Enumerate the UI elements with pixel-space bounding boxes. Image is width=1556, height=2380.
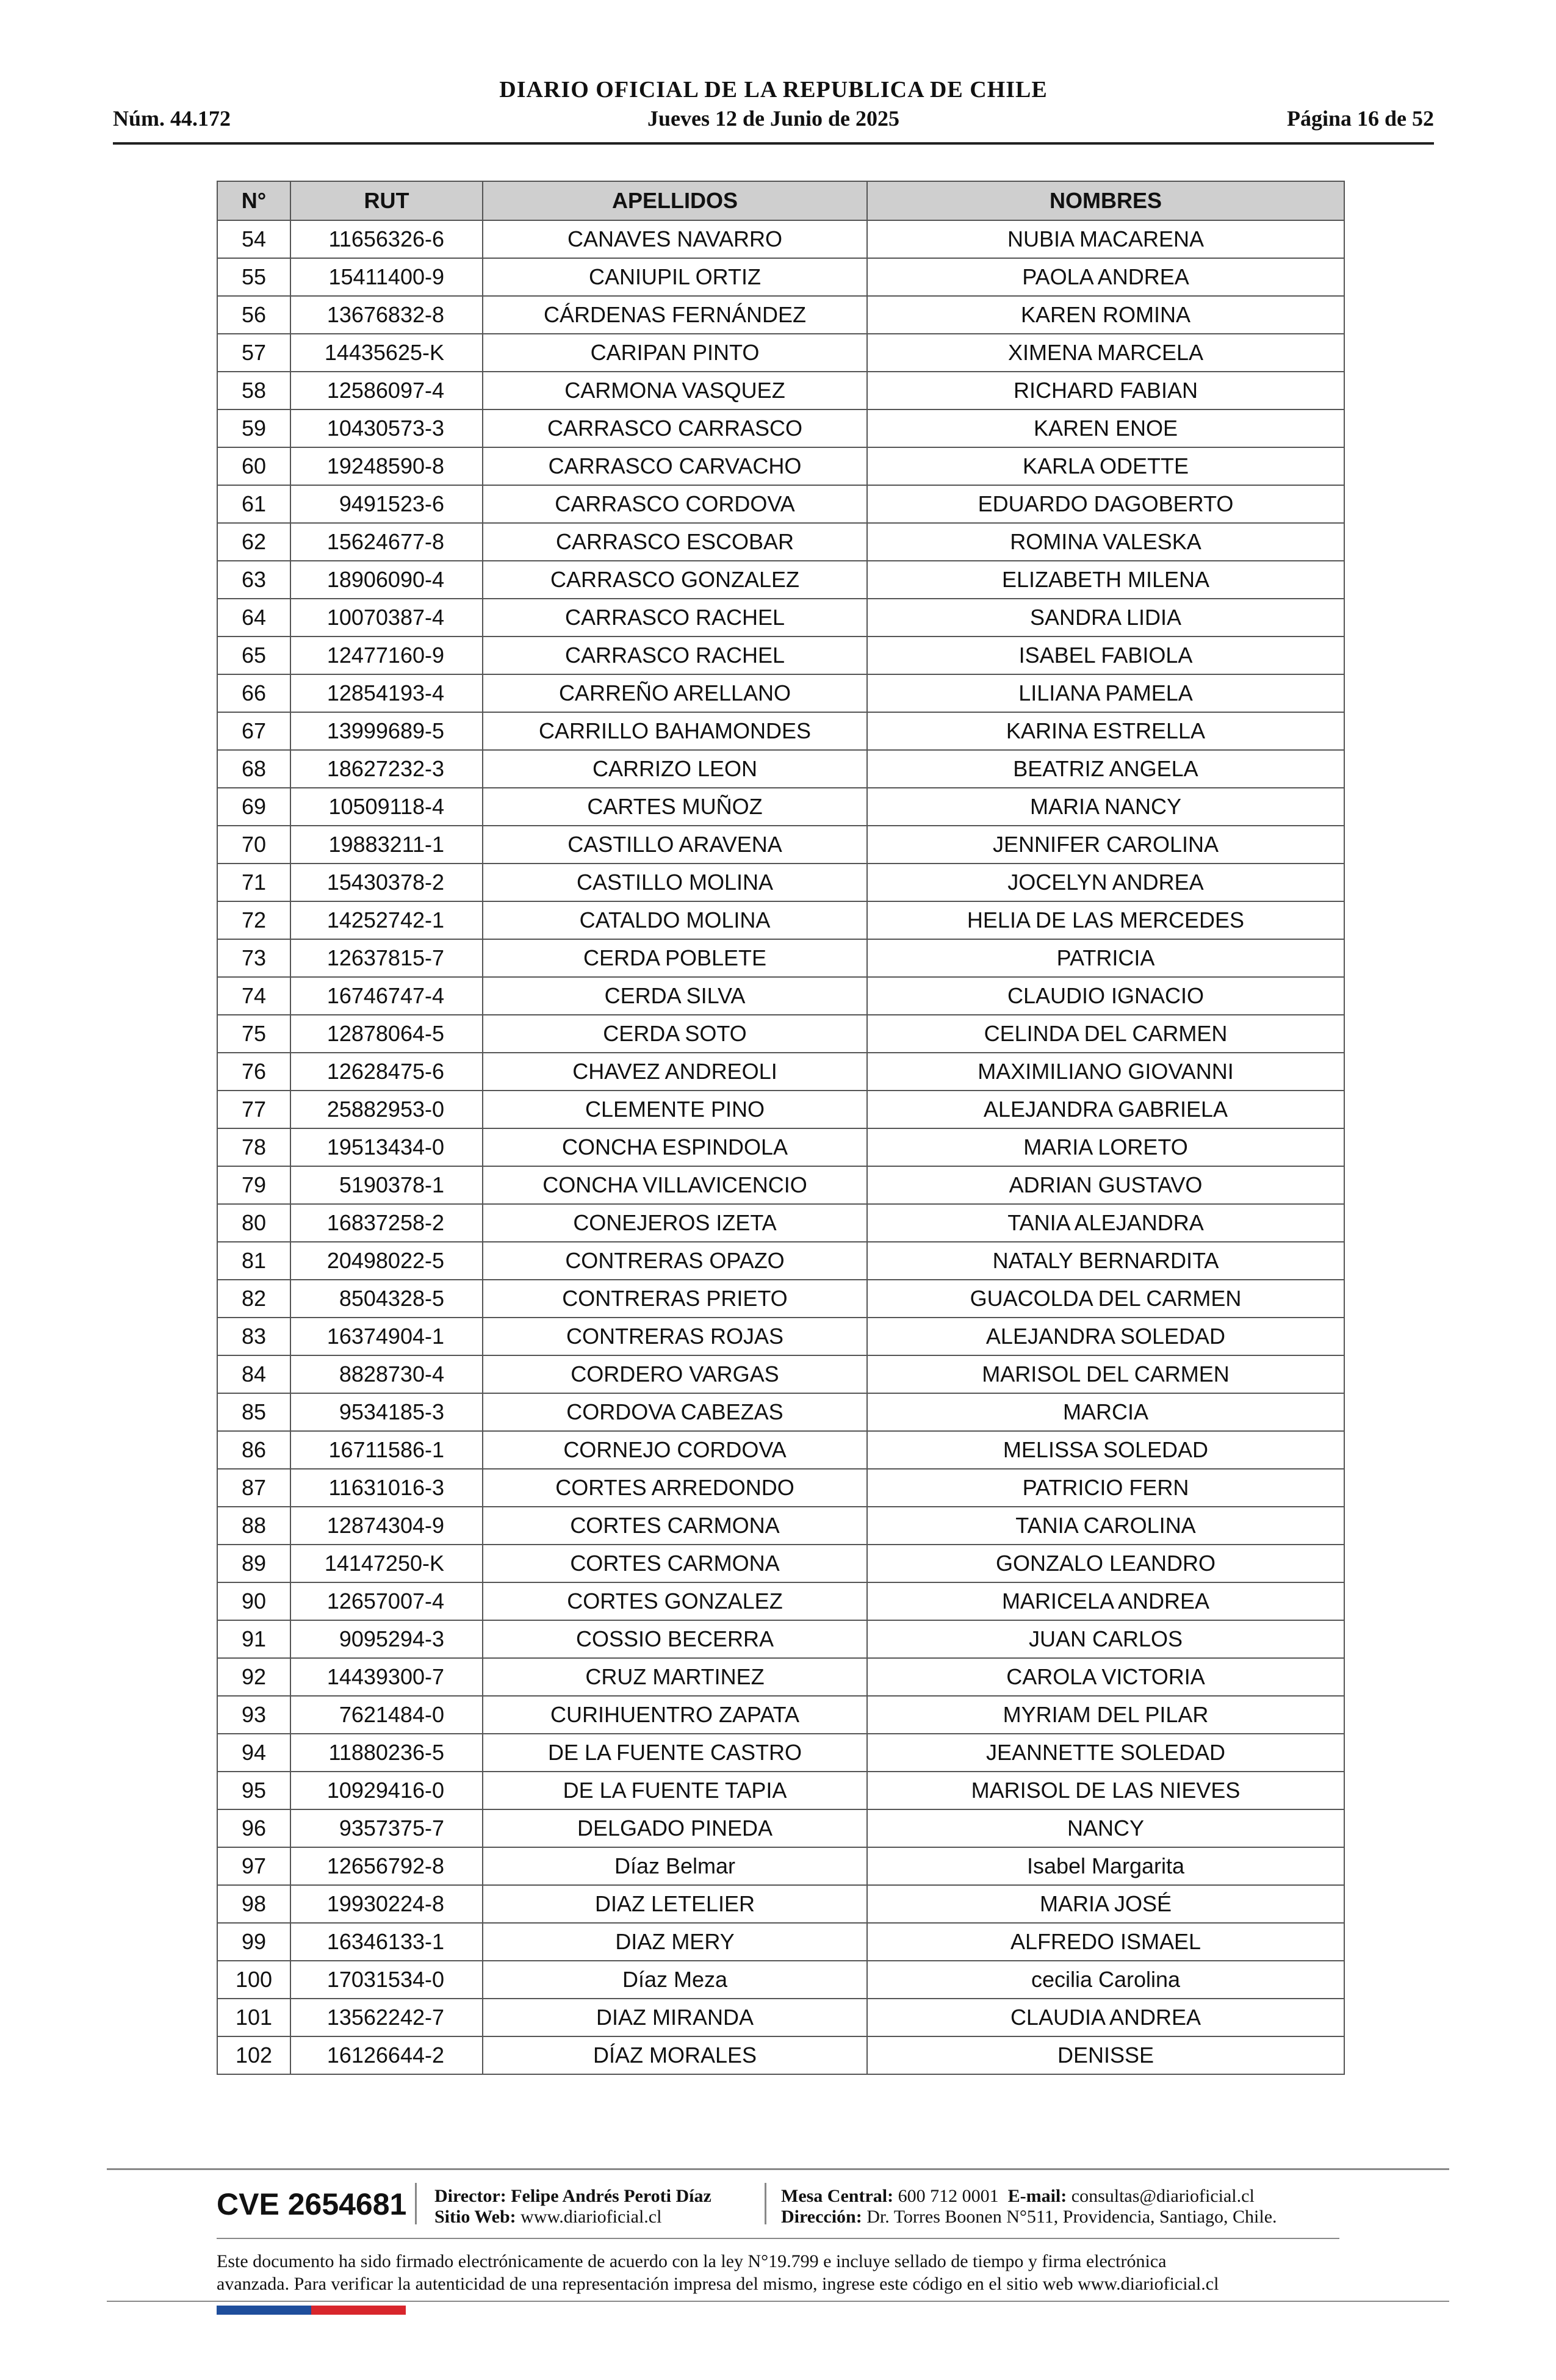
row-number: 66 [217, 674, 290, 712]
table-row [217, 1053, 1344, 1091]
table-row [217, 1961, 1344, 1999]
row-apellidos: CERDA SOTO [483, 1015, 867, 1053]
row-nombres: MARISOL DEL CARMEN [867, 1355, 1344, 1393]
row-nombres: LILIANA PAMELA [867, 674, 1344, 712]
row-number: 78 [217, 1128, 290, 1166]
row-nombres: ALFREDO ISMAEL [867, 1923, 1344, 1961]
row-rut: 17031534-0 [290, 1961, 483, 1999]
table-row [217, 939, 1344, 977]
row-number: 76 [217, 1053, 290, 1091]
row-number: 71 [217, 864, 290, 901]
row-rut: 9095294-3 [290, 1620, 483, 1658]
row-nombres: ELIZABETH MILENA [867, 561, 1344, 599]
table-body [217, 220, 1344, 2074]
row-number: 81 [217, 1242, 290, 1280]
row-rut: 12628475-6 [290, 1053, 483, 1091]
row-number: 65 [217, 636, 290, 674]
row-nombres: KAREN ENOE [867, 409, 1344, 447]
row-apellidos: CHAVEZ ANDREOLI [483, 1053, 867, 1091]
row-nombres: DENISSE [867, 2036, 1344, 2074]
row-nombres: MYRIAM DEL PILAR [867, 1696, 1344, 1734]
row-rut: 14252742-1 [290, 901, 483, 939]
row-apellidos: CARMONA VASQUEZ [483, 372, 867, 409]
director-label: Director: [434, 2186, 506, 2206]
row-nombres: GONZALO LEANDRO [867, 1545, 1344, 1582]
row-apellidos: CARRASCO GONZALEZ [483, 561, 867, 599]
row-nombres: MARISOL DE LAS NIEVES [867, 1772, 1344, 1809]
row-rut: 8828730-4 [290, 1355, 483, 1393]
row-nombres: JUAN CARLOS [867, 1620, 1344, 1658]
legal-line-2: avanzada. Para verificar la autenticidad de una representación impresa del mismo, ingrese este código en el sitio web www.diarioficial.cl [217, 2274, 1219, 2294]
row-apellidos: CONTRERAS OPAZO [483, 1242, 867, 1280]
row-number: 74 [217, 977, 290, 1015]
row-nombres: CELINDA DEL CARMEN [867, 1015, 1344, 1053]
row-rut: 9491523-6 [290, 485, 483, 523]
email-label: E-mail: [1007, 2186, 1067, 2206]
row-apellidos: CONEJEROS IZETA [483, 1204, 867, 1242]
row-rut: 12477160-9 [290, 636, 483, 674]
row-nombres: JEANNETTE SOLEDAD [867, 1734, 1344, 1772]
row-nombres: CLAUDIA ANDREA [867, 1999, 1344, 2036]
table-row [217, 296, 1344, 334]
row-nombres: MARIA JOSÉ [867, 1885, 1344, 1923]
row-number: 83 [217, 1318, 290, 1355]
row-rut: 19883211-1 [290, 826, 483, 864]
legal-line-1: Este documento ha sido firmado electrónicamente de acuerdo con la ley N°19.799 e incluye sellado de tiempo y firma electrónica [217, 2251, 1167, 2271]
row-rut: 16711586-1 [290, 1431, 483, 1469]
row-nombres: KARLA ODETTE [867, 447, 1344, 485]
row-number: 63 [217, 561, 290, 599]
row-number: 88 [217, 1507, 290, 1545]
row-apellidos: DÍAZ MORALES [483, 2036, 867, 2074]
row-nombres: JENNIFER CAROLINA [867, 826, 1344, 864]
row-apellidos: CORTES CARMONA [483, 1507, 867, 1545]
page-header [113, 76, 1434, 145]
row-apellidos: CARRASCO CARRASCO [483, 409, 867, 447]
row-number: 77 [217, 1091, 290, 1128]
row-apellidos: CERDA SILVA [483, 977, 867, 1015]
table-row [217, 1809, 1344, 1847]
table-row [217, 1318, 1344, 1355]
flag-red-bar [311, 2306, 406, 2315]
row-rut: 12656792-8 [290, 1847, 483, 1885]
row-rut: 10509118-4 [290, 788, 483, 826]
row-rut: 16126644-2 [290, 2036, 483, 2074]
row-nombres: TANIA CAROLINA [867, 1507, 1344, 1545]
issue-date: Jueves 12 de Junio de 2025 [647, 106, 900, 131]
row-nombres: PATRICIO FERN [867, 1469, 1344, 1507]
table-row [217, 372, 1344, 409]
row-number: 59 [217, 409, 290, 447]
row-number: 68 [217, 750, 290, 788]
web-link[interactable]: www.diarioficial.cl [520, 2207, 662, 2227]
newspaper-title: DIARIO OFICIAL DE LA REPUBLICA DE CHILE [499, 77, 1048, 103]
web-label: Sitio Web: [434, 2207, 516, 2227]
row-apellidos: CARIPAN PINTO [483, 334, 867, 372]
row-apellidos: CARRASCO RACHEL [483, 636, 867, 674]
table-row [217, 1999, 1344, 2036]
row-rut: 14147250-K [290, 1545, 483, 1582]
cve-code: CVE 2654681 [217, 2187, 407, 2221]
column-header-nombres: NOMBRES [867, 181, 1344, 220]
row-number: 86 [217, 1431, 290, 1469]
row-apellidos: Díaz Meza [483, 1961, 867, 1999]
legal-notice [217, 2250, 1352, 2295]
row-number: 56 [217, 296, 290, 334]
row-apellidos: CANAVES NAVARRO [483, 220, 867, 258]
table-row [217, 1620, 1344, 1658]
row-number: 61 [217, 485, 290, 523]
row-rut: 16346133-1 [290, 1923, 483, 1961]
row-rut: 11631016-3 [290, 1469, 483, 1507]
row-nombres: MAXIMILIANO GIOVANNI [867, 1053, 1344, 1091]
row-nombres: ALEJANDRA SOLEDAD [867, 1318, 1344, 1355]
row-number: 73 [217, 939, 290, 977]
footer-divider-bottom [107, 2301, 1449, 2302]
row-number: 67 [217, 712, 290, 750]
row-number: 70 [217, 826, 290, 864]
row-rut: 15430378-2 [290, 864, 483, 901]
footer-separator [765, 2183, 766, 2224]
table-row [217, 826, 1344, 864]
column-header-rut: RUT [290, 181, 483, 220]
table-row [217, 1545, 1344, 1582]
row-number: 82 [217, 1280, 290, 1318]
row-apellidos: CARRASCO CARVACHO [483, 447, 867, 485]
row-number: 79 [217, 1166, 290, 1204]
row-nombres: BEATRIZ ANGELA [867, 750, 1344, 788]
page-indicator: Página 16 de 52 [1286, 106, 1434, 131]
table-row [217, 1091, 1344, 1128]
email-link[interactable]: consultas@diarioficial.cl [1071, 2186, 1255, 2206]
row-number: 101 [217, 1999, 290, 2036]
footer-divider-top [107, 2168, 1449, 2170]
row-apellidos: CANIUPIL ORTIZ [483, 258, 867, 296]
row-number: 99 [217, 1923, 290, 1961]
row-nombres: KAREN ROMINA [867, 296, 1344, 334]
row-number: 54 [217, 220, 290, 258]
table-row [217, 1128, 1344, 1166]
row-nombres: MARIA NANCY [867, 788, 1344, 826]
row-nombres: NATALY BERNARDITA [867, 1242, 1344, 1280]
row-rut: 12657007-4 [290, 1582, 483, 1620]
row-rut: 9534185-3 [290, 1393, 483, 1431]
row-nombres: GUACOLDA DEL CARMEN [867, 1280, 1344, 1318]
row-rut: 15624677-8 [290, 523, 483, 561]
row-nombres: PAOLA ANDREA [867, 258, 1344, 296]
row-number: 93 [217, 1696, 290, 1734]
row-rut: 19248590-8 [290, 447, 483, 485]
table-row [217, 1242, 1344, 1280]
row-rut: 19930224-8 [290, 1885, 483, 1923]
row-nombres: HELIA DE LAS MERCEDES [867, 901, 1344, 939]
row-number: 72 [217, 901, 290, 939]
row-rut: 13676832-8 [290, 296, 483, 334]
table-row [217, 788, 1344, 826]
row-number: 89 [217, 1545, 290, 1582]
row-number: 58 [217, 372, 290, 409]
table-row [217, 1469, 1344, 1507]
table-row [217, 1772, 1344, 1809]
address: Dr. Torres Boonen N°511, Providencia, Santiago, Chile. [866, 2207, 1277, 2227]
row-number: 96 [217, 1809, 290, 1847]
flag-blue-bar [217, 2306, 311, 2315]
row-nombres: ISABEL FABIOLA [867, 636, 1344, 674]
table-row [217, 864, 1344, 901]
row-rut: 16374904-1 [290, 1318, 483, 1355]
row-nombres: RICHARD FABIAN [867, 372, 1344, 409]
issue-number: Núm. 44.172 [113, 106, 231, 131]
row-nombres: NUBIA MACARENA [867, 220, 1344, 258]
table-row [217, 712, 1344, 750]
row-nombres: NANCY [867, 1809, 1344, 1847]
row-nombres: XIMENA MARCELA [867, 334, 1344, 372]
table-header-row [217, 181, 1344, 220]
row-nombres: MARCIA [867, 1393, 1344, 1431]
row-apellidos: CARRILLO BAHAMONDES [483, 712, 867, 750]
row-nombres: ALEJANDRA GABRIELA [867, 1091, 1344, 1128]
row-apellidos: CARRIZO LEON [483, 750, 867, 788]
table-row [217, 636, 1344, 674]
row-number: 87 [217, 1469, 290, 1507]
table-row [217, 1582, 1344, 1620]
row-apellidos: CARRASCO ESCOBAR [483, 523, 867, 561]
row-apellidos: CONTRERAS PRIETO [483, 1280, 867, 1318]
row-number: 84 [217, 1355, 290, 1393]
row-number: 95 [217, 1772, 290, 1809]
row-apellidos: CASTILLO MOLINA [483, 864, 867, 901]
table-row [217, 1355, 1344, 1393]
row-apellidos: CASTILLO ARAVENA [483, 826, 867, 864]
row-rut: 8504328-5 [290, 1280, 483, 1318]
row-nombres: ADRIAN GUSTAVO [867, 1166, 1344, 1204]
address-label: Dirección: [781, 2207, 862, 2227]
table-row [217, 485, 1344, 523]
row-apellidos: CORNEJO CORDOVA [483, 1431, 867, 1469]
table-row [217, 1847, 1344, 1885]
row-nombres: Isabel Margarita [867, 1847, 1344, 1885]
row-nombres: KARINA ESTRELLA [867, 712, 1344, 750]
row-rut: 18627232-3 [290, 750, 483, 788]
table-row [217, 1734, 1344, 1772]
row-apellidos: CONCHA ESPINDOLA [483, 1128, 867, 1166]
table-row [217, 1431, 1344, 1469]
row-rut: 20498022-5 [290, 1242, 483, 1280]
table-row [217, 1015, 1344, 1053]
mesa-label: Mesa Central: [781, 2186, 894, 2206]
row-apellidos: DELGADO PINEDA [483, 1809, 867, 1847]
table-row [217, 977, 1344, 1015]
row-number: 90 [217, 1582, 290, 1620]
names-table [217, 181, 1345, 2075]
row-rut: 9357375-7 [290, 1809, 483, 1847]
row-apellidos: CARRASCO CORDOVA [483, 485, 867, 523]
row-number: 85 [217, 1393, 290, 1431]
row-rut: 7621484-0 [290, 1696, 483, 1734]
row-number: 100 [217, 1961, 290, 1999]
row-number: 102 [217, 2036, 290, 2074]
row-number: 97 [217, 1847, 290, 1885]
row-number: 92 [217, 1658, 290, 1696]
table-row [217, 750, 1344, 788]
row-rut: 10070387-4 [290, 599, 483, 636]
contact-block [781, 2186, 1277, 2227]
row-apellidos: CARRASCO RACHEL [483, 599, 867, 636]
header-divider [113, 142, 1434, 145]
row-apellidos: CURIHUENTRO ZAPATA [483, 1696, 867, 1734]
table-row [217, 1280, 1344, 1318]
row-apellidos: CORTES ARREDONDO [483, 1469, 867, 1507]
row-nombres: MELISSA SOLEDAD [867, 1431, 1344, 1469]
row-rut: 25882953-0 [290, 1091, 483, 1128]
row-nombres: CLAUDIO IGNACIO [867, 977, 1344, 1015]
row-nombres: MARIA LORETO [867, 1128, 1344, 1166]
row-rut: 5190378-1 [290, 1166, 483, 1204]
table-row [217, 1923, 1344, 1961]
footer-divider-mid [217, 2238, 1339, 2239]
row-rut: 19513434-0 [290, 1128, 483, 1166]
row-rut: 12637815-7 [290, 939, 483, 977]
table-row [217, 561, 1344, 599]
row-number: 91 [217, 1620, 290, 1658]
table-row [217, 1204, 1344, 1242]
row-apellidos: CERDA POBLETE [483, 939, 867, 977]
row-number: 55 [217, 258, 290, 296]
footer-separator [415, 2183, 417, 2224]
table-row [217, 1658, 1344, 1696]
table-row [217, 334, 1344, 372]
row-apellidos: CORDOVA CABEZAS [483, 1393, 867, 1431]
row-rut: 14439300-7 [290, 1658, 483, 1696]
row-nombres: CAROLA VICTORIA [867, 1658, 1344, 1696]
row-apellidos: DIAZ LETELIER [483, 1885, 867, 1923]
row-apellidos: CARTES MUÑOZ [483, 788, 867, 826]
row-rut: 16837258-2 [290, 1204, 483, 1242]
table-row [217, 1696, 1344, 1734]
row-nombres: MARICELA ANDREA [867, 1582, 1344, 1620]
row-rut: 11880236-5 [290, 1734, 483, 1772]
row-apellidos: CATALDO MOLINA [483, 901, 867, 939]
table-row [217, 1885, 1344, 1923]
row-apellidos: DE LA FUENTE CASTRO [483, 1734, 867, 1772]
director-name: Felipe Andrés Peroti Díaz [511, 2186, 711, 2206]
row-apellidos: CLEMENTE PINO [483, 1091, 867, 1128]
column-header-apellidos: APELLIDOS [483, 181, 867, 220]
row-nombres: cecilia Carolina [867, 1961, 1344, 1999]
row-apellidos: DIAZ MERY [483, 1923, 867, 1961]
row-apellidos: CORTES GONZALEZ [483, 1582, 867, 1620]
row-number: 64 [217, 599, 290, 636]
row-apellidos: Díaz Belmar [483, 1847, 867, 1885]
table-row [217, 258, 1344, 296]
table-row [217, 599, 1344, 636]
row-number: 57 [217, 334, 290, 372]
row-number: 60 [217, 447, 290, 485]
row-rut: 10929416-0 [290, 1772, 483, 1809]
row-nombres: ROMINA VALESKA [867, 523, 1344, 561]
row-nombres: PATRICIA [867, 939, 1344, 977]
table-row [217, 1393, 1344, 1431]
row-number: 62 [217, 523, 290, 561]
row-number: 80 [217, 1204, 290, 1242]
row-apellidos: DE LA FUENTE TAPIA [483, 1772, 867, 1809]
mesa-phone: 600 712 0001 [898, 2186, 999, 2206]
row-apellidos: COSSIO BECERRA [483, 1620, 867, 1658]
table-row [217, 409, 1344, 447]
row-rut: 12854193-4 [290, 674, 483, 712]
table-row [217, 523, 1344, 561]
row-nombres: EDUARDO DAGOBERTO [867, 485, 1344, 523]
row-rut: 14435625-K [290, 334, 483, 372]
row-apellidos: CRUZ MARTINEZ [483, 1658, 867, 1696]
row-nombres: SANDRA LIDIA [867, 599, 1344, 636]
row-apellidos: CONCHA VILLAVICENCIO [483, 1166, 867, 1204]
row-apellidos: CARREÑO ARELLANO [483, 674, 867, 712]
row-number: 98 [217, 1885, 290, 1923]
row-rut: 11656326-6 [290, 220, 483, 258]
table-row [217, 220, 1344, 258]
row-number: 75 [217, 1015, 290, 1053]
row-rut: 10430573-3 [290, 409, 483, 447]
row-number: 69 [217, 788, 290, 826]
table-row [217, 1507, 1344, 1545]
column-header-number: N° [217, 181, 290, 220]
row-apellidos: CÁRDENAS FERNÁNDEZ [483, 296, 867, 334]
row-number: 94 [217, 1734, 290, 1772]
row-apellidos: DIAZ MIRANDA [483, 1999, 867, 2036]
row-rut: 13999689-5 [290, 712, 483, 750]
row-rut: 12874304-9 [290, 1507, 483, 1545]
table-row [217, 1166, 1344, 1204]
row-apellidos: CONTRERAS ROJAS [483, 1318, 867, 1355]
table-row [217, 674, 1344, 712]
row-nombres: JOCELYN ANDREA [867, 864, 1344, 901]
row-nombres: TANIA ALEJANDRA [867, 1204, 1344, 1242]
row-rut: 16746747-4 [290, 977, 483, 1015]
row-apellidos: CORTES CARMONA [483, 1545, 867, 1582]
row-rut: 12586097-4 [290, 372, 483, 409]
row-rut: 15411400-9 [290, 258, 483, 296]
row-rut: 18906090-4 [290, 561, 483, 599]
row-apellidos: CORDERO VARGAS [483, 1355, 867, 1393]
row-rut: 12878064-5 [290, 1015, 483, 1053]
table-row [217, 901, 1344, 939]
row-rut: 13562242-7 [290, 1999, 483, 2036]
table-row [217, 2036, 1344, 2074]
director-block [434, 2186, 711, 2227]
table-row [217, 447, 1344, 485]
